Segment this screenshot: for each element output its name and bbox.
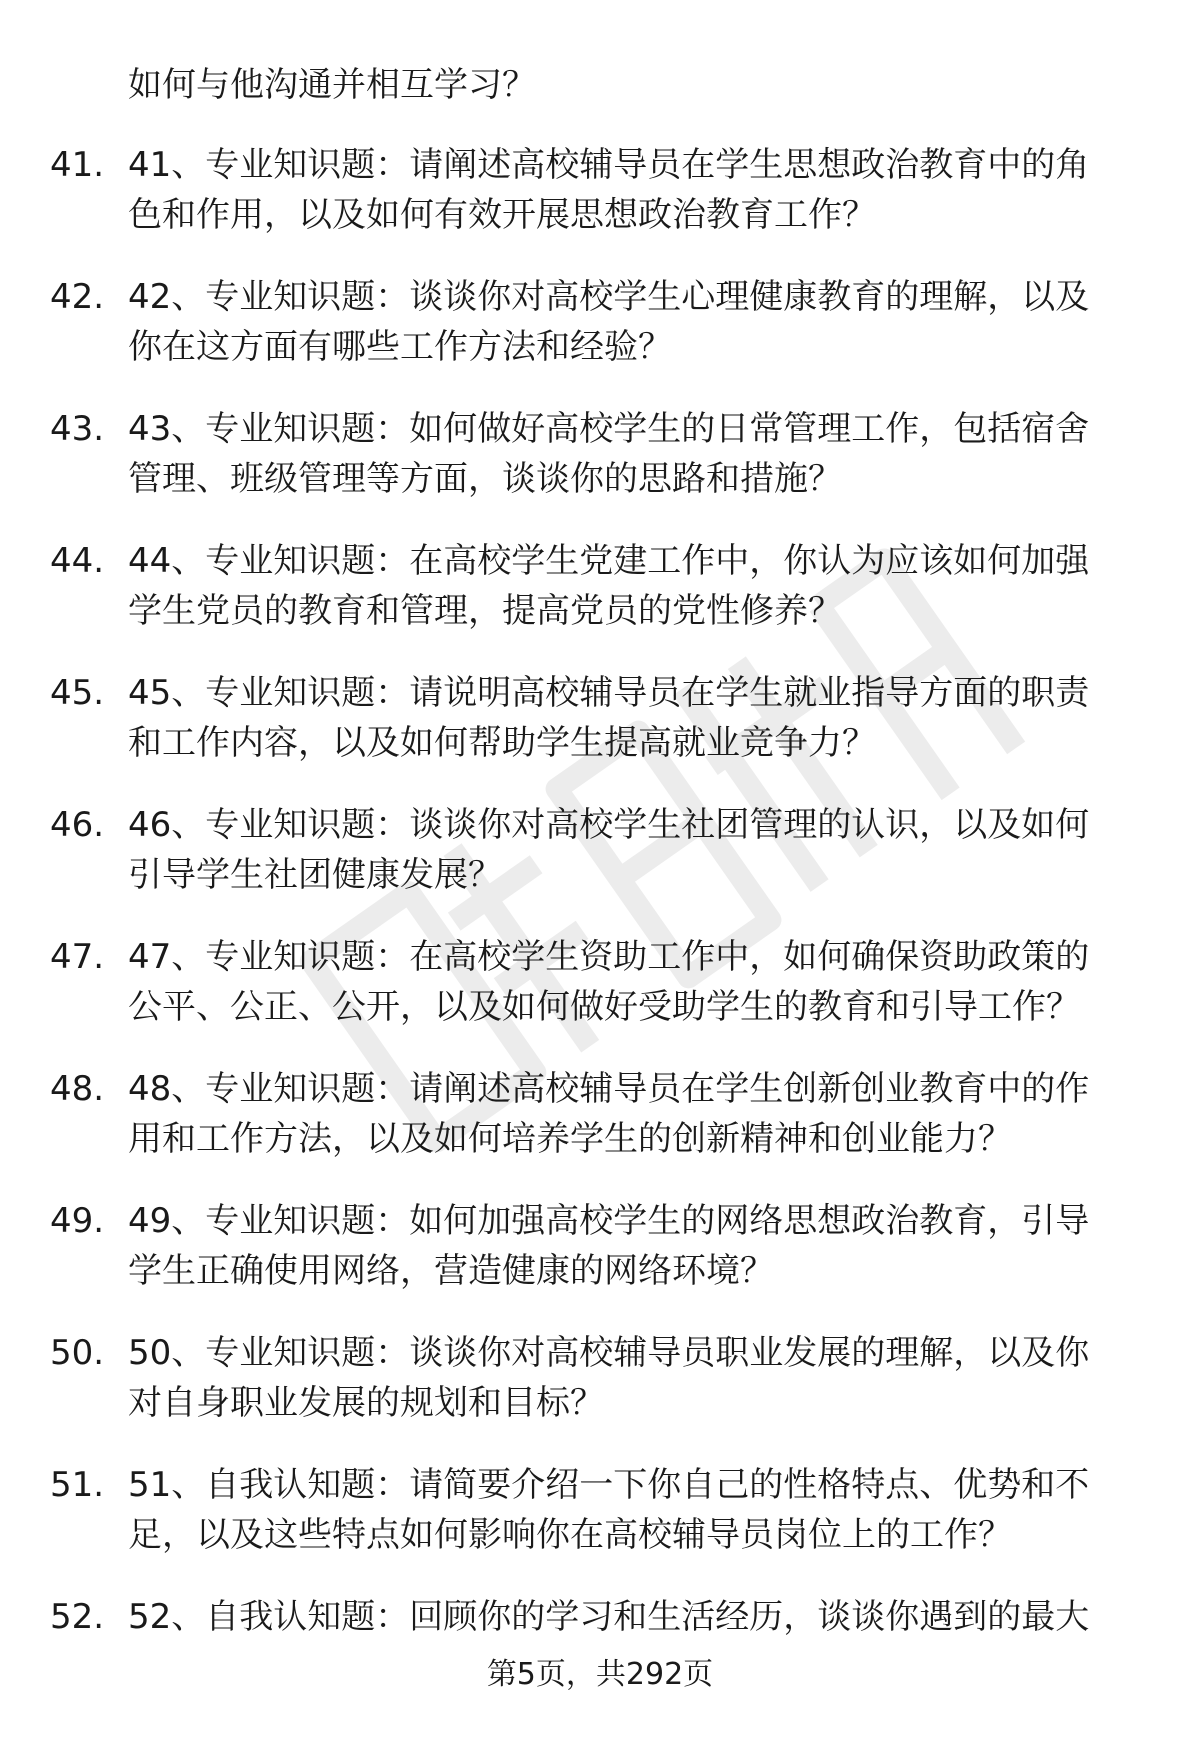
page-footer: 第5页，共292页: [486, 1657, 714, 1692]
question-number: 45.: [50, 673, 105, 713]
question-text: [128, 932, 1148, 1032]
question-text: [128, 1592, 1148, 1642]
question-line: 46、专业知识题：谈谈你对高校学生社团管理的认识，以及如何: [128, 805, 1090, 845]
question-item-46: [0, 800, 1200, 932]
question-line: 对自身职业发展的规划和目标？: [128, 1383, 604, 1423]
question-number: 50.: [50, 1333, 105, 1373]
continuation-line: 如何与他沟通并相互学习？: [128, 65, 536, 105]
question-item-49: [0, 1196, 1200, 1328]
question-line: 52、自我认知题：回顾你的学习和生活经历，谈谈你遇到的最大: [128, 1597, 1090, 1637]
question-text: [128, 1064, 1148, 1164]
question-item-44: [0, 536, 1200, 668]
question-number: 48.: [50, 1069, 105, 1109]
question-line: 公平、公正、公开，以及如何做好受助学生的教育和引导工作？: [128, 987, 1080, 1027]
question-line: 和工作内容，以及如何帮助学生提高就业竞争力？: [128, 723, 876, 763]
question-text: [128, 536, 1148, 636]
question-text: [128, 668, 1148, 768]
question-number: 49.: [50, 1201, 105, 1241]
question-line: 学生正确使用网络，营造健康的网络环境？: [128, 1251, 774, 1291]
question-line: 48、专业知识题：请阐述高校辅导员在学生创新创业教育中的作: [128, 1069, 1090, 1109]
question-number: 43.: [50, 409, 105, 449]
question-text: [128, 140, 1148, 240]
question-line: 43、专业知识题：如何做好高校学生的日常管理工作，包括宿舍: [128, 409, 1090, 449]
question-line: 引导学生社团健康发展？: [128, 855, 502, 895]
question-text: [128, 1460, 1148, 1560]
question-number: 41.: [50, 145, 105, 185]
question-number: 42.: [50, 277, 105, 317]
question-item-50: [0, 1328, 1200, 1460]
question-line: 色和作用，以及如何有效开展思想政治教育工作？: [128, 195, 876, 235]
question-item-48: [0, 1064, 1200, 1196]
question-text: [128, 1196, 1148, 1296]
question-item-42: [0, 272, 1200, 404]
question-list: [0, 140, 1200, 1724]
question-line: 50、专业知识题：谈谈你对高校辅导员职业发展的理解，以及你: [128, 1333, 1090, 1373]
question-item-41: [0, 140, 1200, 272]
question-number: 52.: [50, 1597, 105, 1637]
question-line: 管理、班级管理等方面，谈谈你的思路和措施？: [128, 459, 842, 499]
question-line: 41、专业知识题：请阐述高校辅导员在学生思想政治教育中的角: [128, 145, 1090, 185]
question-line: 学生党员的教育和管理，提高党员的党性修养？: [128, 591, 842, 631]
question-number: 46.: [50, 805, 105, 845]
question-line: 44、专业知识题：在高校学生党建工作中，你认为应该如何加强: [128, 541, 1090, 581]
question-text: [128, 1328, 1148, 1428]
question-text: [128, 404, 1148, 504]
question-line: 42、专业知识题：谈谈你对高校学生心理健康教育的理解，以及: [128, 277, 1090, 317]
question-line: 用和工作方法，以及如何培养学生的创新精神和创业能力？: [128, 1119, 1012, 1159]
question-item-47: [0, 932, 1200, 1064]
question-line: 49、专业知识题：如何加强高校学生的网络思想政治教育，引导: [128, 1201, 1090, 1241]
question-line: 45、专业知识题：请说明高校辅导员在学生就业指导方面的职责: [128, 673, 1090, 713]
question-line: 足，以及这些特点如何影响你在高校辅导员岗位上的工作？: [128, 1515, 1012, 1555]
question-line: 47、专业知识题：在高校学生资助工作中，如何确保资助政策的: [128, 937, 1090, 977]
question-item-43: [0, 404, 1200, 536]
question-item-45: [0, 668, 1200, 800]
question-number: 47.: [50, 937, 105, 977]
question-line: 51、自我认知题：请简要介绍一下你自己的性格特点、优势和不: [128, 1465, 1090, 1505]
question-number: 44.: [50, 541, 105, 581]
question-line: 你在这方面有哪些工作方法和经验？: [128, 327, 672, 367]
question-number: 51.: [50, 1465, 105, 1505]
question-text: [128, 800, 1148, 900]
question-text: [128, 272, 1148, 372]
question-item-51: [0, 1460, 1200, 1592]
